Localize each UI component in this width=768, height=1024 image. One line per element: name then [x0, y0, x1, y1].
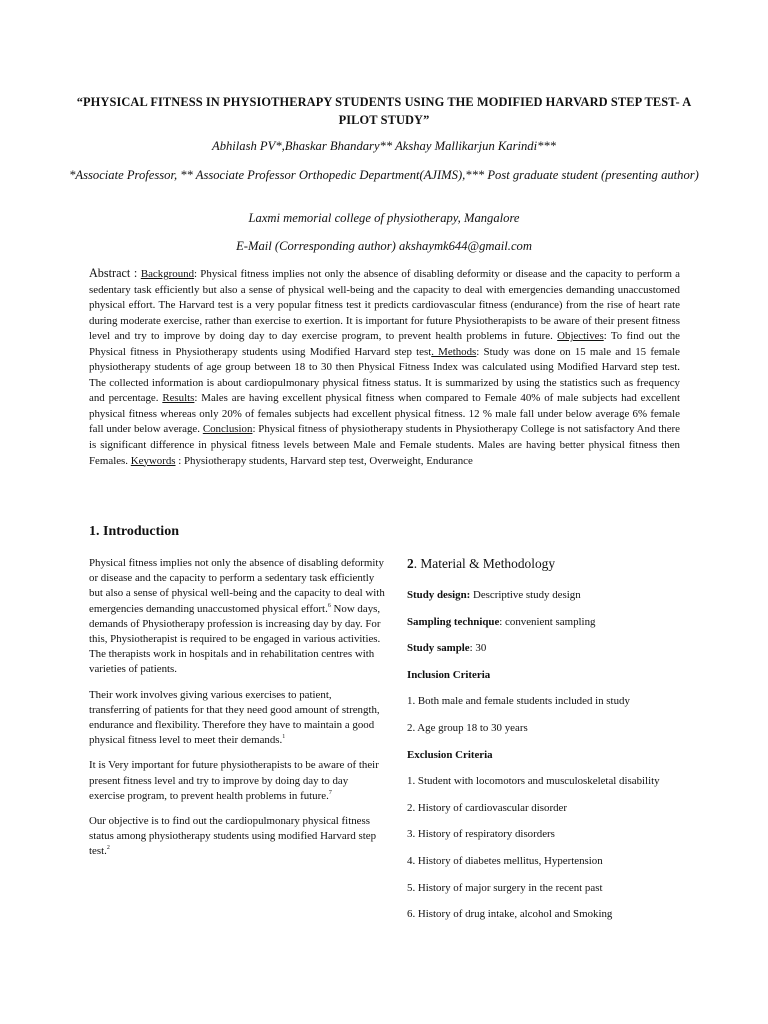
- exclusion-item: 5. History of major surgery in the recent past: [407, 881, 603, 894]
- author-list: Abhilash PV*,Bhaskar Bhandary** Akshay Mallikarjun Karindi***: [212, 139, 556, 153]
- methodology-heading: [407, 556, 555, 572]
- exclusion-item: 4. History of diabetes mellitus, Hypertension: [407, 854, 603, 867]
- sampling-technique: [407, 615, 707, 642]
- inclusion-item: 1. Both male and female students included in study: [407, 695, 630, 708]
- corresponding-email: E-Mail (Corresponding author) akshaymk644@gmail.com: [236, 239, 532, 253]
- intro-paragraph-text: Now days, demands of Physiotherapy profession is increasing day by day. For this, Physiotherapist is required to be engaged in various activities. The therapists work in hospitals and in rehabilitation centres with varieties of patients.: [89, 602, 381, 676]
- citation-ref: 1: [282, 734, 286, 741]
- intro-paragraph-text: Their work involves giving various exercises to patient, transferring of patients for that they need good amount of strength, endurance and flexibility. Therefore they have to maintain a good physical fitness level to meet their demands.: [89, 688, 380, 747]
- intro-paragraph-text: Our objective is to find out the cardiopulmonary physical fitness status among physiotherapy students using modified Harvard step test.: [89, 815, 377, 858]
- intro-paragraph: [89, 688, 385, 749]
- intro-paragraph-text: Physical fitness implies not only the absence of disabling deformity or disease and the capacity to perform a sedentary task efficiently but also a sense of physical well-being and the capacity to deal with emergencies demanding unaccustomed physical effort.: [89, 557, 385, 615]
- exclusion-item: 3. History of respiratory disorders: [407, 828, 555, 841]
- introduction-body: [89, 556, 385, 870]
- inclusion-item: 2. Age group 18 to 30 years: [407, 721, 528, 734]
- citation-ref: 6: [327, 602, 331, 609]
- author-affiliation: *Associate Professor, ** Associate Professor Orthopedic Department(AJIMS),*** Post graduate student (presenting author): [69, 168, 699, 182]
- intro-paragraph: [89, 556, 385, 678]
- study-design-label: Study design:: [407, 589, 471, 601]
- keywords-label: Keywords: [130, 454, 176, 467]
- methodology-body: [407, 588, 707, 934]
- methods-label: . Methods: [431, 345, 477, 358]
- study-design-value: Descriptive study design: [470, 589, 581, 601]
- sampling-value: : convenient sampling: [499, 615, 596, 628]
- background-label: Background: [140, 268, 195, 280]
- sample-label: Study sample: [407, 642, 470, 655]
- objectives-label: Objectives: [557, 330, 604, 343]
- citation-ref: 2: [106, 845, 110, 852]
- section-number: 2: [407, 556, 414, 571]
- abstract-label: Abstract :: [89, 266, 141, 280]
- methods-text: : Study was done on 15 male and 15 female physiotherapy students of age group between 18 to 30 then Physical Fitness Index was calculated using Modified Harvard step test. The collected information is about cardiopulmonary physical fitness status. It is summarized by using the statistics such as frequency and percentage.: [89, 345, 680, 405]
- keywords-text: : Physiotherapy students, Harvard step test, Overweight, Endurance: [175, 454, 473, 467]
- study-sample: [407, 641, 707, 668]
- background-text: : Physical fitness implies not only the absence of disabling deformity or disease and the capacity to perform a sedentary task efficiently but also a sense of physical well-being and the capacity to deal with emergencies demanding unaccustomed physical effort. The Harvard test is a very popular fitness test it predicts cardiovascular fitness (endurance) from the rise of heart rate during moderate exercise, rather than exercise to exertion. It is important for future Physiotherapists to be aware of their present fitness level and try to improve by doing day to day exercise program, to prevent health problems in future.: [89, 268, 680, 343]
- exclusion-item: 1. Student with locomotors and musculoskeletal disability: [407, 775, 660, 788]
- sample-value: : 30: [469, 642, 487, 655]
- paper-title: “PHYSICAL FITNESS IN PHYSIOTHERAPY STUDENTS USING THE MODIFIED HARVARD STEP TEST- A PILOT STUDY”: [76, 95, 692, 127]
- intro-paragraph: [89, 814, 385, 860]
- conclusion-text: : Physical fitness of physiotherapy students in Physiotherapy College is not satisfactory And there is significant difference in physical fitness levels between Male and Female students. Males are having better physical fitness then Females.: [89, 423, 680, 467]
- intro-paragraph-text: It is Very important for future physiotherapists to be aware of their present fitness level and try to improve by doing day to day exercise program, to prevent health problems in future.: [89, 759, 379, 802]
- citation-ref: 7: [328, 789, 332, 796]
- institution: Laxmi memorial college of physiotherapy, Mangalore: [248, 211, 520, 225]
- abstract: [89, 266, 680, 469]
- sampling-label: Sampling technique: [407, 615, 500, 628]
- objectives-text: : To find out the Physical fitness in Physiotherapy students using Modified Harvard step test: [89, 330, 680, 358]
- intro-paragraph: [89, 758, 385, 804]
- section-title: . Material & Methodology: [413, 556, 556, 571]
- study-design: [407, 588, 707, 615]
- introduction-heading: 1. Introduction: [89, 524, 179, 539]
- exclusion-item: 2. History of cardiovascular disorder: [407, 801, 567, 814]
- exclusion-item: 6. History of drug intake, alcohol and Smoking: [407, 908, 613, 921]
- exclusion-heading: Exclusion Criteria: [407, 748, 493, 761]
- inclusion-heading: Inclusion Criteria: [407, 668, 491, 681]
- results-label: Results: [162, 392, 195, 405]
- conclusion-label: Conclusion: [202, 423, 253, 436]
- results-text: : Males are having excellent physical fitness when compared to Female 40% of male subjects had excellent physical fitness whereas only 20% of females subjects had excellent physical fitness. 12 % male fall under below average 6% female fall under below average.: [89, 392, 680, 436]
